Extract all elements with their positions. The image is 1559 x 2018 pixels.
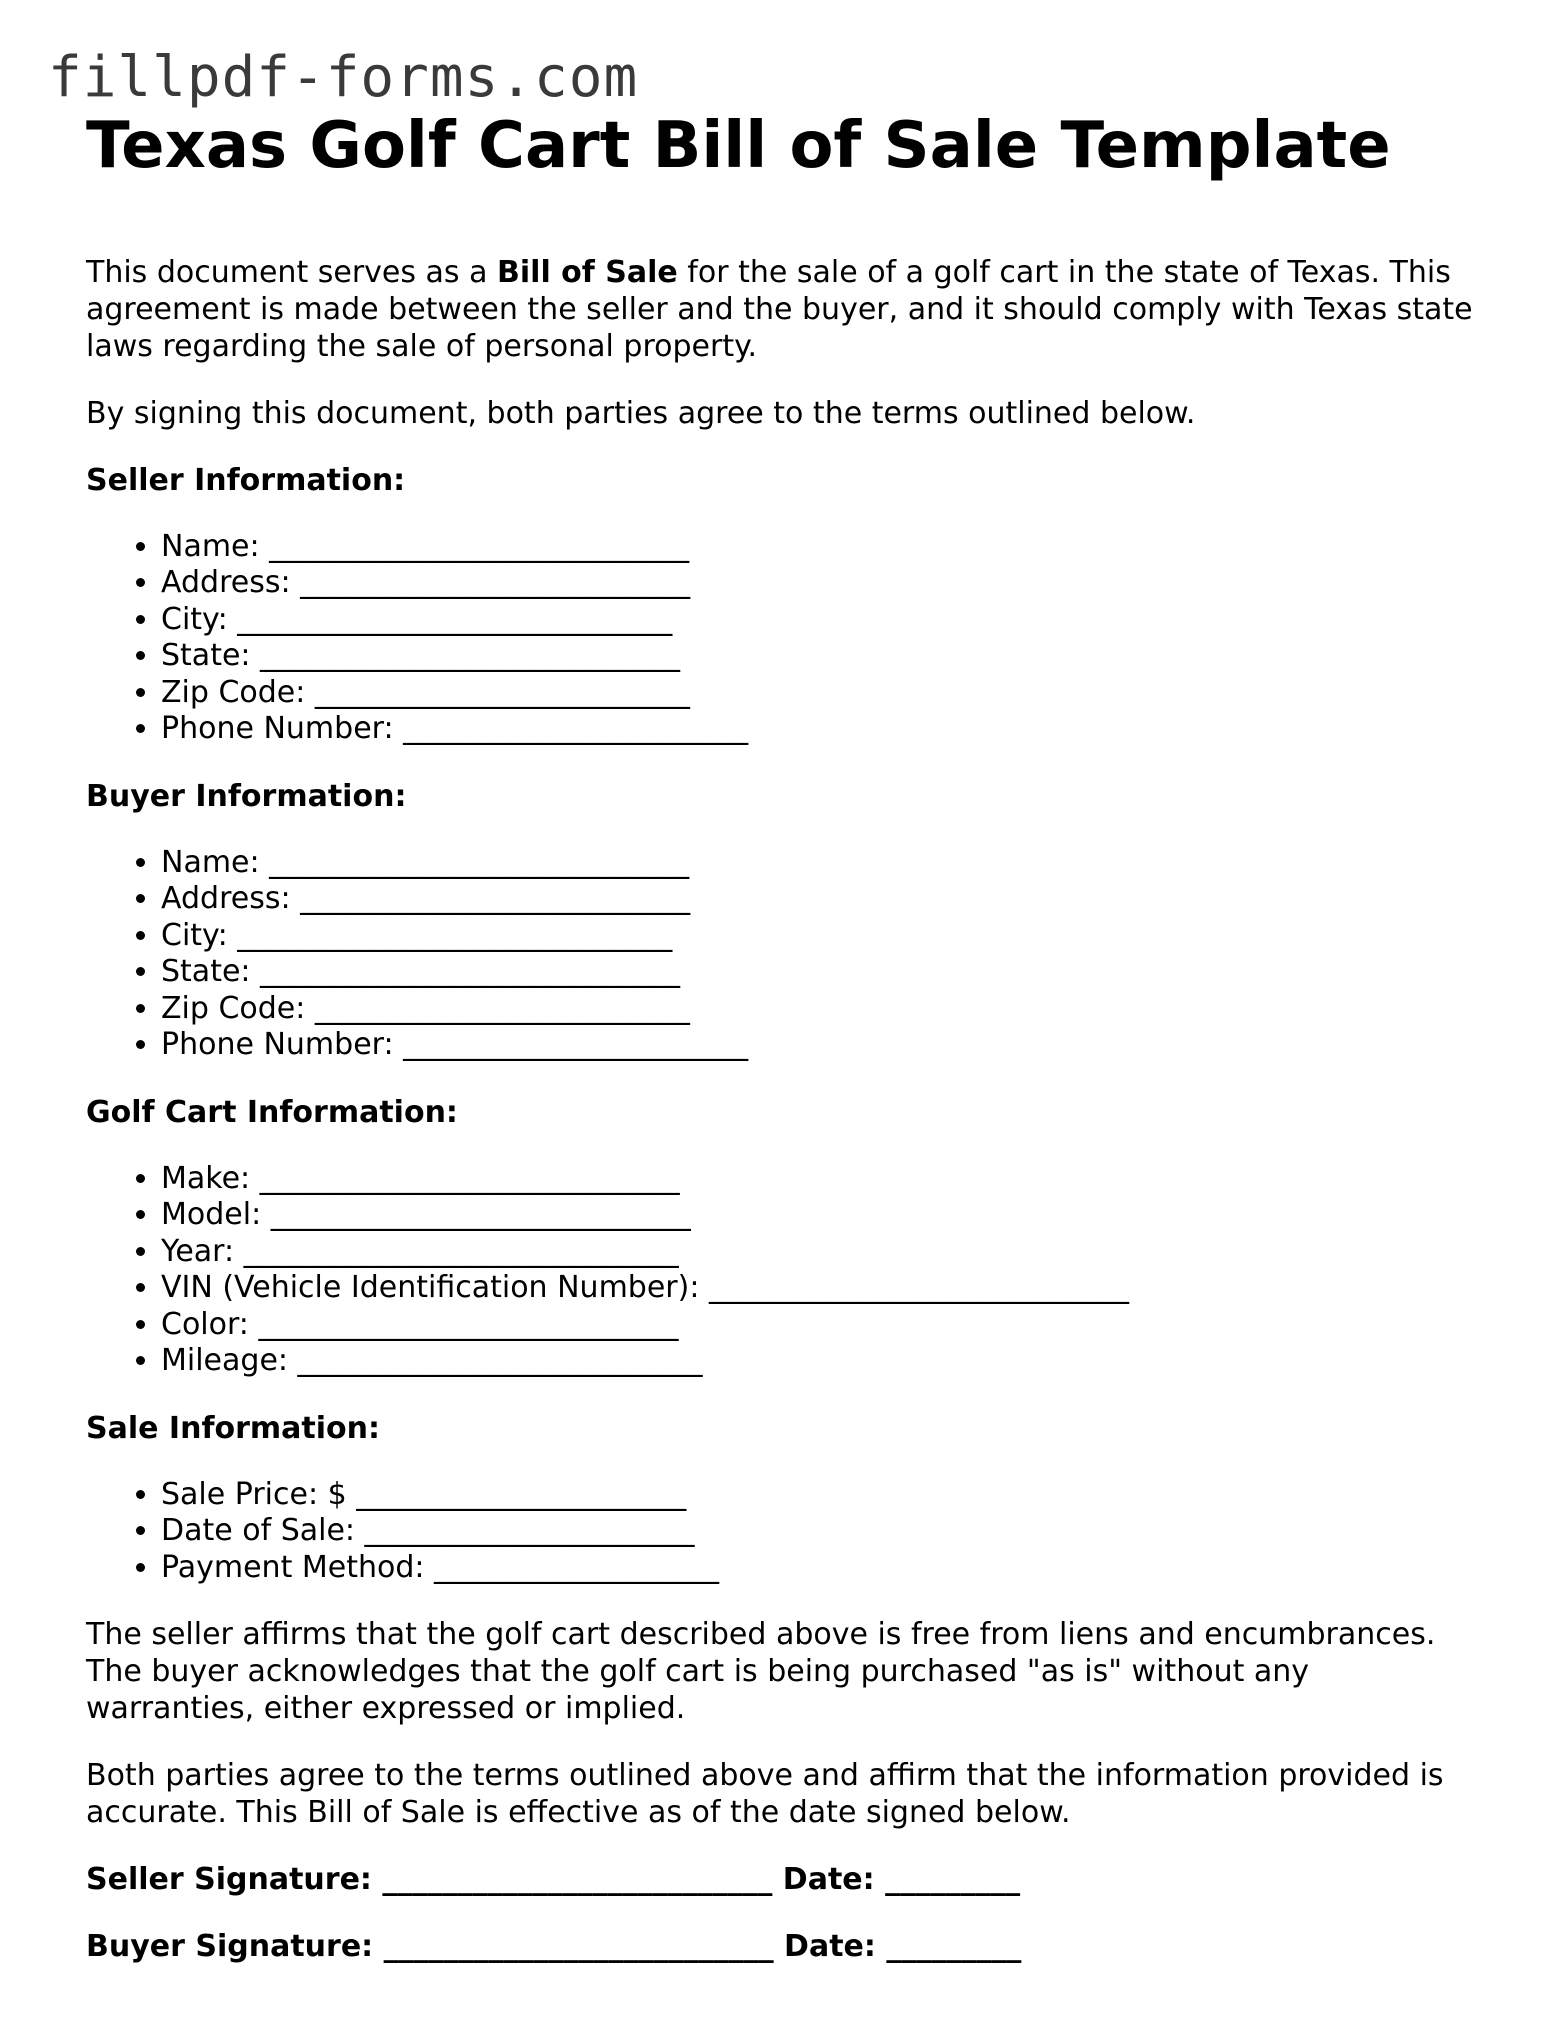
intro-text-start: This document serves as a xyxy=(86,254,498,290)
buyer-state-field[interactable]: • State: ____________________________ xyxy=(161,954,1486,991)
seller-city-field[interactable]: • City: _____________________________ xyxy=(161,602,1486,639)
seller-state-field[interactable]: • State: ____________________________ xyxy=(161,638,1486,675)
document-page xyxy=(86,110,1486,1965)
cart-year-field[interactable]: • Year: _____________________________ xyxy=(161,1234,1486,1271)
intro-paragraph xyxy=(86,254,1486,365)
sale-date-field[interactable]: • Date of Sale: ______________________ xyxy=(161,1513,1486,1550)
watermark: fillpdf-forms.com xyxy=(48,45,639,110)
buyer-heading: Buyer Information: xyxy=(86,778,407,814)
buyer-zip-field[interactable]: • Zip Code: _________________________ xyxy=(161,991,1486,1028)
affirmation-paragraph: The seller affirms that the golf cart described above is free from liens and encumbrances. The buyer acknowledges that the golf cart is being purchased "as is" without any warranties, either expressed or implied. xyxy=(86,1617,1436,1727)
cart-mileage-field[interactable]: • Mileage: ___________________________ xyxy=(161,1343,1486,1380)
cart-make-field[interactable]: • Make: ____________________________ xyxy=(161,1161,1486,1198)
seller-zip-field[interactable]: • Zip Code: _________________________ xyxy=(161,675,1486,712)
sale-heading: Sale Information: xyxy=(86,1410,380,1446)
sale-price-field[interactable]: • Sale Price: $ ______________________ xyxy=(161,1477,1486,1514)
cart-color-field[interactable]: • Color: ____________________________ xyxy=(161,1307,1486,1344)
payment-method-field[interactable]: • Payment Method: ___________________ xyxy=(161,1550,1486,1587)
buyer-field-list xyxy=(86,845,1486,1064)
seller-address-field[interactable]: • Address: __________________________ xyxy=(161,565,1486,602)
buyer-phone-field[interactable]: • Phone Number: _______________________ xyxy=(161,1027,1486,1064)
cart-vin-field[interactable]: • VIN (Vehicle Identification Number): ____________________________ xyxy=(161,1270,1486,1307)
cart-model-field[interactable]: • Model: ____________________________ xyxy=(161,1197,1486,1234)
buyer-name-field[interactable]: • Name: ____________________________ xyxy=(161,845,1486,882)
seller-name-field[interactable]: • Name: ____________________________ xyxy=(161,529,1486,566)
sale-field-list xyxy=(86,1477,1486,1587)
seller-field-list xyxy=(86,529,1486,748)
buyer-city-field[interactable]: • City: _____________________________ xyxy=(161,918,1486,955)
seller-heading: Seller Information: xyxy=(86,462,406,498)
intro-bold-term: Bill of Sale xyxy=(497,254,678,290)
buyer-address-field[interactable]: • Address: __________________________ xyxy=(161,881,1486,918)
seller-signature-line[interactable]: Seller Signature: __________________________ Date: _________ xyxy=(86,1862,1021,1898)
buyer-signature-line[interactable]: Buyer Signature: __________________________ Date: _________ xyxy=(86,1929,1022,1965)
cart-field-list xyxy=(86,1161,1486,1380)
effective-paragraph: Both parties agree to the terms outlined above and affirm that the information provided is accurate. This Bill of Sale is effective as of the date signed below. xyxy=(86,1758,1444,1831)
seller-phone-field[interactable]: • Phone Number: _______________________ xyxy=(161,711,1486,748)
intro-text-end: for the sale of a golf cart in the state of Texas. This agreement is made between the seller and the buyer, and it should comply with Texas state laws regarding the sale of personal property. xyxy=(86,254,1473,364)
page-title: Texas Golf Cart Bill of Sale Template xyxy=(86,109,1391,183)
cart-heading: Golf Cart Information: xyxy=(86,1094,458,1130)
agreement-paragraph: By signing this document, both parties agree to the terms outlined below. xyxy=(86,395,1196,431)
